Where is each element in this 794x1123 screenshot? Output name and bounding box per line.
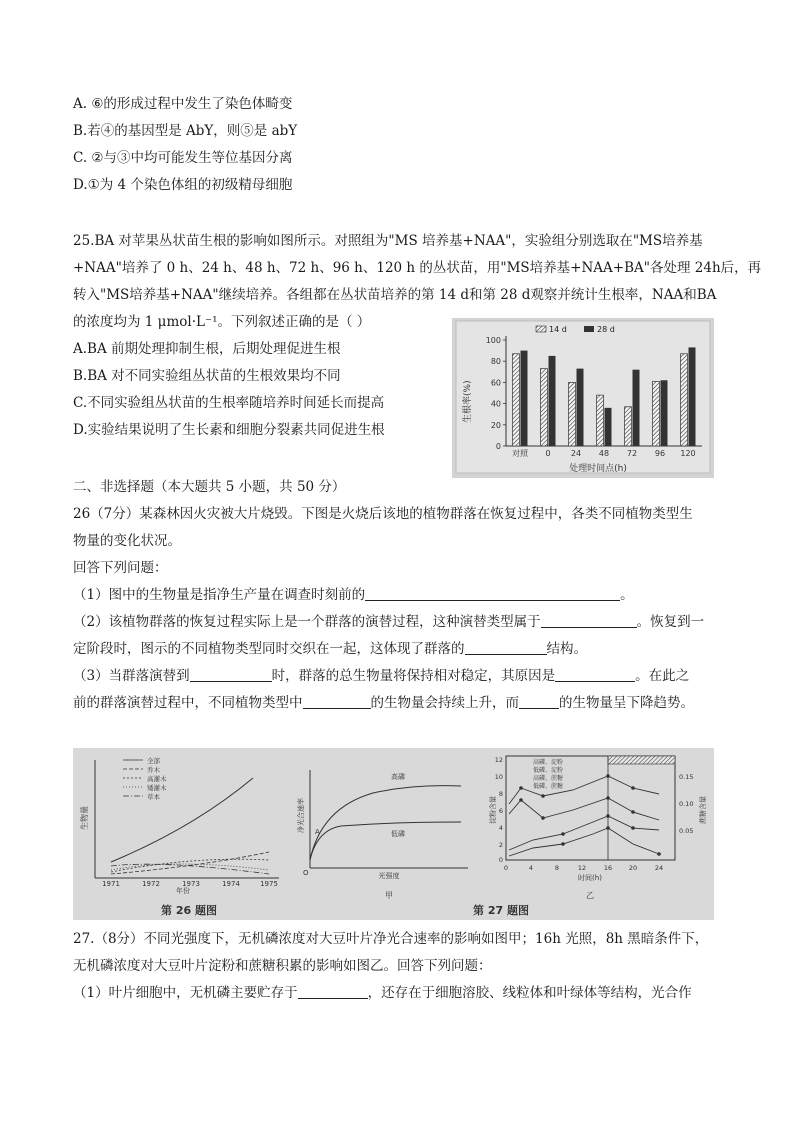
q25-option-b: B.BA 对不同实验组丛状苗的生根效果均不同	[73, 368, 341, 384]
q26-stem-line: 26（7分）某森林因火灾被大片烧毁。下图是火烧后该地的植物群落在恢复过程中，各类不同植物类型生	[73, 506, 693, 522]
fig27b-xlabel: 时间(h)	[578, 874, 602, 882]
fig27b-panel-label: 乙	[586, 891, 594, 900]
fig27b-legend: 高磷、蔗糖	[533, 775, 564, 782]
q27-stem-line: 27.（8分）不同光强度下，无机磷浓度对大豆叶片净光合速率的影响如图甲；16h 光照，8h 黑暗条件下，	[73, 931, 709, 947]
legend-label-14d: 14 d	[549, 325, 567, 334]
chart-y-tick-label: 60	[490, 378, 501, 388]
q26-part-1	[73, 586, 634, 604]
chart-bar-14d	[513, 354, 520, 446]
fig27b-ylabel-left: 淀粉含量	[489, 796, 497, 824]
answer-blank[interactable]	[190, 667, 272, 682]
fig27a-point-a: A	[315, 828, 320, 836]
chart-bar-28d	[577, 369, 584, 446]
chart-y-tick-label: 20	[490, 420, 501, 430]
fig27b-left-tick: 6	[498, 807, 503, 815]
legend-swatch-28d	[584, 326, 594, 332]
chart-y-tick-label: 80	[490, 357, 501, 367]
q26-part-3-cont	[73, 694, 694, 712]
chart-x-tick-label: 对照	[512, 449, 528, 458]
chart-x-tick-label: 24	[570, 449, 582, 458]
chart-x-tick-label: 120	[680, 449, 696, 458]
fig27a-low-label: 低磷	[391, 830, 405, 838]
fig27b-left-tick: 2	[498, 841, 503, 849]
fig26-ylabel: 生物量	[80, 806, 89, 830]
fig26-tick: 1974	[222, 880, 240, 888]
fig27b-x-tick: 20	[628, 864, 638, 872]
fig27b-right-tick: 0.05	[679, 827, 694, 835]
fig26-legend: 草本	[147, 793, 160, 801]
fig26-tick: 1972	[142, 880, 160, 888]
fig27b-right-tick: 0.10	[679, 800, 694, 808]
chart-x-tick-label: 0	[545, 449, 551, 458]
chart-y-tick-label: 100	[485, 336, 501, 345]
fig27a-high-label: 高磷	[391, 773, 405, 781]
chart-y-tick-label: 40	[490, 399, 501, 409]
fig26-tick: 1973	[182, 880, 200, 888]
chart-bar-14d	[625, 407, 632, 446]
chart-bar-14d	[541, 369, 548, 446]
q25-option-c: C.不同实验组丛状苗的生根率随培养时间延长而提高	[73, 395, 385, 411]
fig27b-legend: 低磷、淀粉	[533, 767, 564, 774]
fig27b-legend: 低磷、蔗糖	[533, 783, 564, 790]
answer-blank[interactable]	[465, 640, 547, 655]
fig26-xlabel: 年份	[176, 887, 190, 895]
figure-panel	[73, 748, 714, 920]
q26-part-1-text: （1）图中的生物量是指净生产量在调查时刻前的	[73, 587, 366, 603]
caption-fig27: 第 27 题图	[473, 904, 529, 917]
fig27a-xlabel: 光强度	[378, 872, 400, 880]
answer-blank[interactable]	[541, 613, 637, 628]
legend-label-28d: 28 d	[597, 325, 615, 334]
q24-option-b: B.若④的基因型是 AbY，则⑤是 abY	[73, 123, 298, 139]
q26-part-2-cont	[73, 640, 587, 658]
q26-part-2-text: 。恢复到一	[636, 614, 705, 630]
chart-bar-28d	[689, 347, 696, 446]
q26-part-3	[73, 667, 689, 685]
fig27b-left-tick: 4	[498, 824, 503, 832]
q26-part-3-text: 前的群落演替过程中，不同植物类型中	[73, 695, 303, 711]
chart-bar-28d	[605, 408, 612, 446]
chart-bar-28d	[549, 356, 556, 446]
q24-option-a: A. ⑥的形成过程中发生了染色体畸变	[73, 96, 293, 112]
chart-x-tick-label: 96	[654, 449, 666, 458]
fig26-legend: 乔木	[147, 766, 160, 774]
q25-stem-line: 转入"MS培养基+NAA"继续培养。各组都在丛状苗培养的第 14 d和第 28 d观察并统计生根率，NAA和BA	[73, 287, 717, 303]
q25-stem-line: +NAA"培养了 0 h、24 h、48 h、72 h、96 h、120 h 的丛状苗，用"MS培养基+NAA+BA"各处理 24h后，再	[73, 260, 762, 276]
q27-part-1-text: （1）叶片细胞中，无机磷主要贮存于	[73, 985, 298, 1001]
fig27b-left-tick: 0	[498, 856, 503, 864]
q26-part-2	[73, 613, 704, 631]
chart-bar-28d	[633, 370, 640, 446]
chart-bar-14d	[653, 381, 660, 446]
chart-xlabel: 处理时间点(h)	[569, 464, 627, 474]
fig26-legend: 高灌木	[147, 775, 167, 783]
fig27b-right-tick: 0.15	[679, 773, 694, 781]
legend-swatch-14d	[536, 326, 546, 332]
fig27b-left-tick: 10	[494, 773, 503, 781]
chart-ylabel: 生根率(%)	[463, 380, 473, 423]
chart-y-tick-label: 0	[495, 442, 501, 451]
fig27b-legend: 高磷、淀粉	[533, 759, 564, 766]
fig27b-x-tick: 16	[603, 864, 613, 872]
fig26-legend: 矮灌木	[147, 784, 167, 792]
fig27b-x-tick: 12	[577, 864, 587, 872]
chart-bar-14d	[681, 354, 688, 446]
fig26-tick: 1971	[102, 880, 120, 888]
q25-option-d: D.实验结果说明了生长素和细胞分裂素共同促进生根	[73, 422, 385, 438]
fig27a-origin: O	[303, 869, 309, 877]
q26-part-3-text: 的生物量呈下降趋势。	[559, 695, 694, 711]
fig27b-ylabel-right: 蔗糖含量	[699, 796, 707, 824]
q27-part-1-text: ，还存在于细胞溶胶、线粒体和叶绿体等结构，光合作	[367, 985, 692, 1001]
answer-blank[interactable]	[303, 694, 371, 709]
chart-bar-14d	[597, 395, 604, 446]
fig27b-x-tick: 8	[554, 864, 560, 872]
section-2-title: 二、非选择题（本大题共 5 小题，共 50 分）	[73, 479, 346, 495]
fig26-legend: 全部	[147, 757, 160, 765]
q26-part-3-text: （3）当群落演替到	[73, 668, 190, 684]
q27-stem-line: 无机磷浓度对大豆叶片淀粉和蔗糖积累的影响如图乙。回答下列问题：	[73, 958, 492, 974]
q24-option-d: D.①为 4 个染色体组的初级精母细胞	[73, 177, 293, 193]
q26-stem-line: 回答下列问题：	[73, 560, 168, 576]
chart-bar-28d	[521, 351, 528, 446]
fig27b-x-tick: 0	[503, 864, 509, 872]
chart-bar-28d	[661, 380, 668, 446]
q26-part-1-text: 。	[620, 587, 634, 603]
fig27b-left-tick: 8	[498, 790, 503, 798]
q26-stem-line: 物量的变化状况。	[73, 533, 181, 549]
caption-fig26: 第 26 题图	[161, 904, 217, 917]
fig27a-panel-label: 甲	[385, 891, 393, 900]
answer-blank[interactable]	[519, 694, 559, 709]
fig26-tick: 1975	[260, 880, 278, 888]
q26-part-2-text: 定阶段时，图示的不同植物类型同时交织在一起，这体现了群落的	[73, 641, 465, 657]
fig27a-ylabel: 净光合速率	[297, 798, 305, 833]
q27-part-1	[73, 984, 692, 1002]
answer-blank[interactable]	[298, 984, 368, 999]
q24-option-c: C. ②与③中均可能发生等位基因分离	[73, 150, 293, 166]
q25-stem-line: 的浓度均为 1 μmol·L⁻¹。下列叙述正确的是（ ）	[73, 314, 371, 330]
q25-stem-line: 25.BA 对苹果丛状苗生根的影响如图所示。对照组为"MS 培养基+NAA"，实验组分别选取在"MS培养基	[73, 233, 703, 249]
answer-blank[interactable]	[365, 586, 620, 601]
chart-bar-14d	[569, 382, 576, 446]
q26-part-2-text: 结构。	[546, 641, 587, 657]
answer-blank[interactable]	[555, 667, 635, 682]
fig27b-left-tick: 12	[494, 756, 503, 764]
chart-x-tick-label: 72	[626, 449, 638, 458]
q26-part-2-text: （2）该植物群落的恢复过程实际上是一个群落的演替过程，这种演替类型属于	[73, 614, 541, 630]
q26-part-3-text: 的生物量会持续上升，而	[370, 695, 519, 711]
q25-option-a: A.BA 前期处理抑制生根，后期处理促进生根	[73, 341, 341, 357]
chart-x-tick-label: 48	[598, 449, 610, 458]
q26-part-3-text: 。在此之	[635, 668, 690, 684]
q25-bar-chart	[452, 318, 714, 478]
q26-part-3-text: 时，群落的总生物量将保持相对稳定，其原因是	[271, 668, 556, 684]
fig27b-x-tick: 24	[654, 864, 664, 872]
fig27b-x-tick: 4	[528, 864, 534, 872]
